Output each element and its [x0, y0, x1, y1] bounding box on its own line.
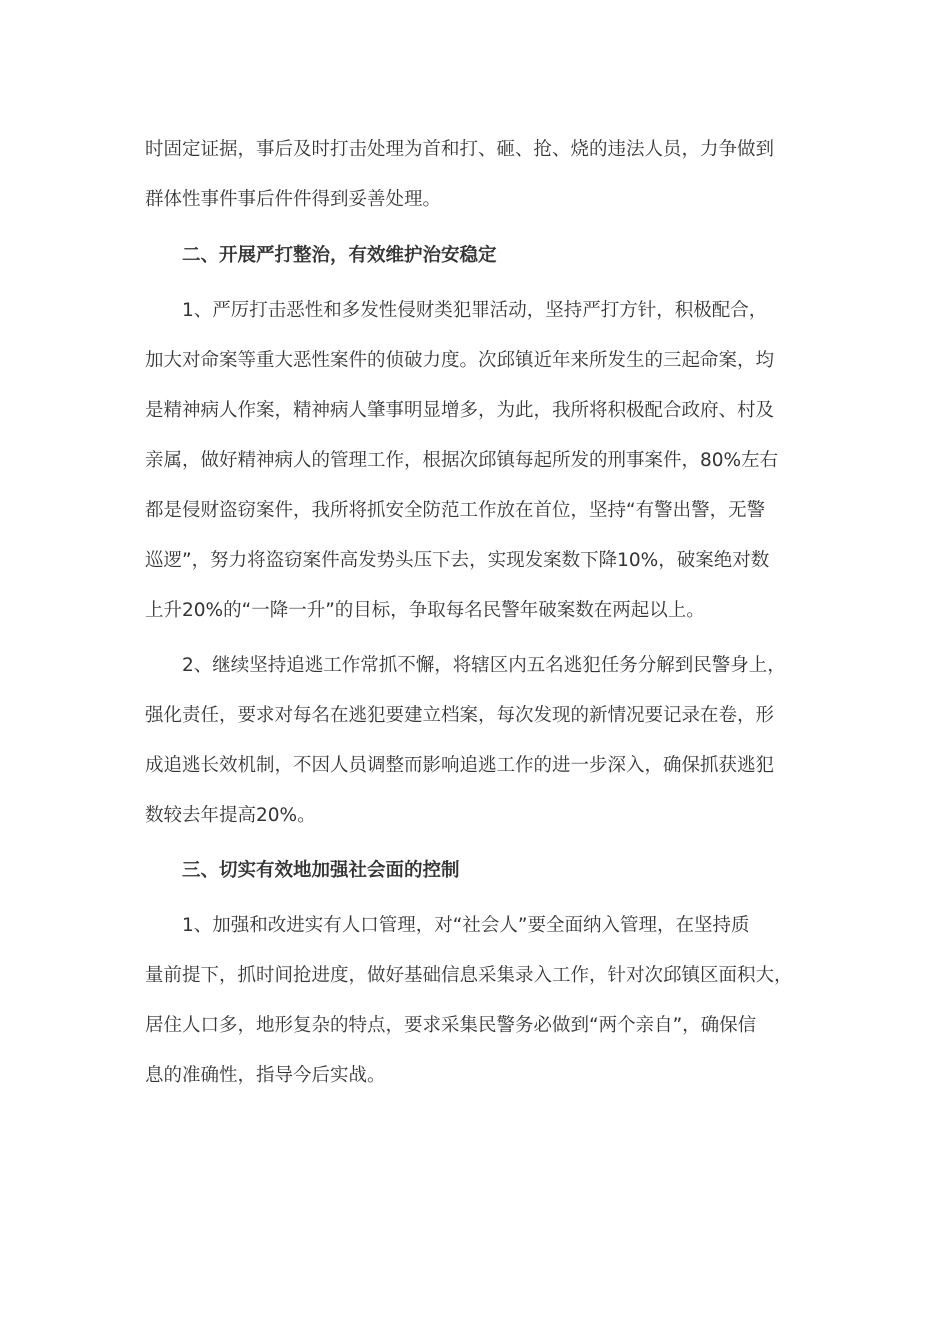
- paragraph-line: 量前提下，抓时间抢进度，做好基础信息采集录入工作，针对次邱镇区面积大，: [145, 965, 793, 986]
- paragraph-line: 时固定证据，事后及时打击处理为首和打、砸、抢、烧的违法人员，力争做到: [145, 139, 775, 160]
- section-heading: 三、切实有效地加强社会面的控制: [182, 860, 460, 881]
- section-heading: 二、开展严打整治，有效维护治安稳定: [182, 245, 497, 266]
- paragraph-line: 巡逻”，努力将盗窃案件高发势头压下去，实现发案数下降10%，破案绝对数: [145, 550, 770, 571]
- paragraph-line: 都是侵财盗窃案件，我所将抓安全防范工作放在首位，坚持“有警出警，无警: [145, 500, 766, 521]
- paragraph-line: 强化责任，要求对每名在逃犯要建立档案，每次发现的新情况要记录在卷，形: [145, 705, 775, 726]
- paragraph-line: 数较去年提高20%。: [145, 805, 316, 826]
- paragraph-line: 群体性事件事后件件得到妥善处理。: [145, 189, 442, 210]
- paragraph-line: 1、严厉打击恶性和多发性侵财类犯罪活动，坚持严打方针，积极配合，: [182, 300, 768, 321]
- paragraph-line: 加大对命案等重大恶性案件的侦破力度。次邱镇近年来所发生的三起命案，均: [145, 350, 775, 371]
- paragraph-line: 成追逃长效机制，不因人员调整而影响追逃工作的进一步深入，确保抓获逃犯: [145, 755, 775, 776]
- paragraph-line: 息的准确性，指导今后实战。: [145, 1065, 386, 1086]
- paragraph-line: 居住人口多，地形复杂的特点，要求采集民警务必做到“两个亲自”，确保信: [145, 1015, 757, 1036]
- paragraph-line: 亲属，做好精神病人的管理工作，根据次邱镇每起所发的刑事案件，80%左右: [145, 450, 779, 471]
- paragraph-line: 上升20%的“一降一升”的目标，争取每名民警年破案数在两起以上。: [145, 600, 705, 621]
- paragraph-line: 是精神病人作案，精神病人肇事明显增多，为此，我所将积极配合政府、村及: [145, 400, 775, 421]
- paragraph-line: 2、继续坚持追逃工作常抓不懈，将辖区内五名逃犯任务分解到民警身上，: [182, 655, 786, 676]
- paragraph-line: 1、加强和改进实有人口管理，对“社会人”要全面纳入管理，在坚持质: [182, 915, 750, 936]
